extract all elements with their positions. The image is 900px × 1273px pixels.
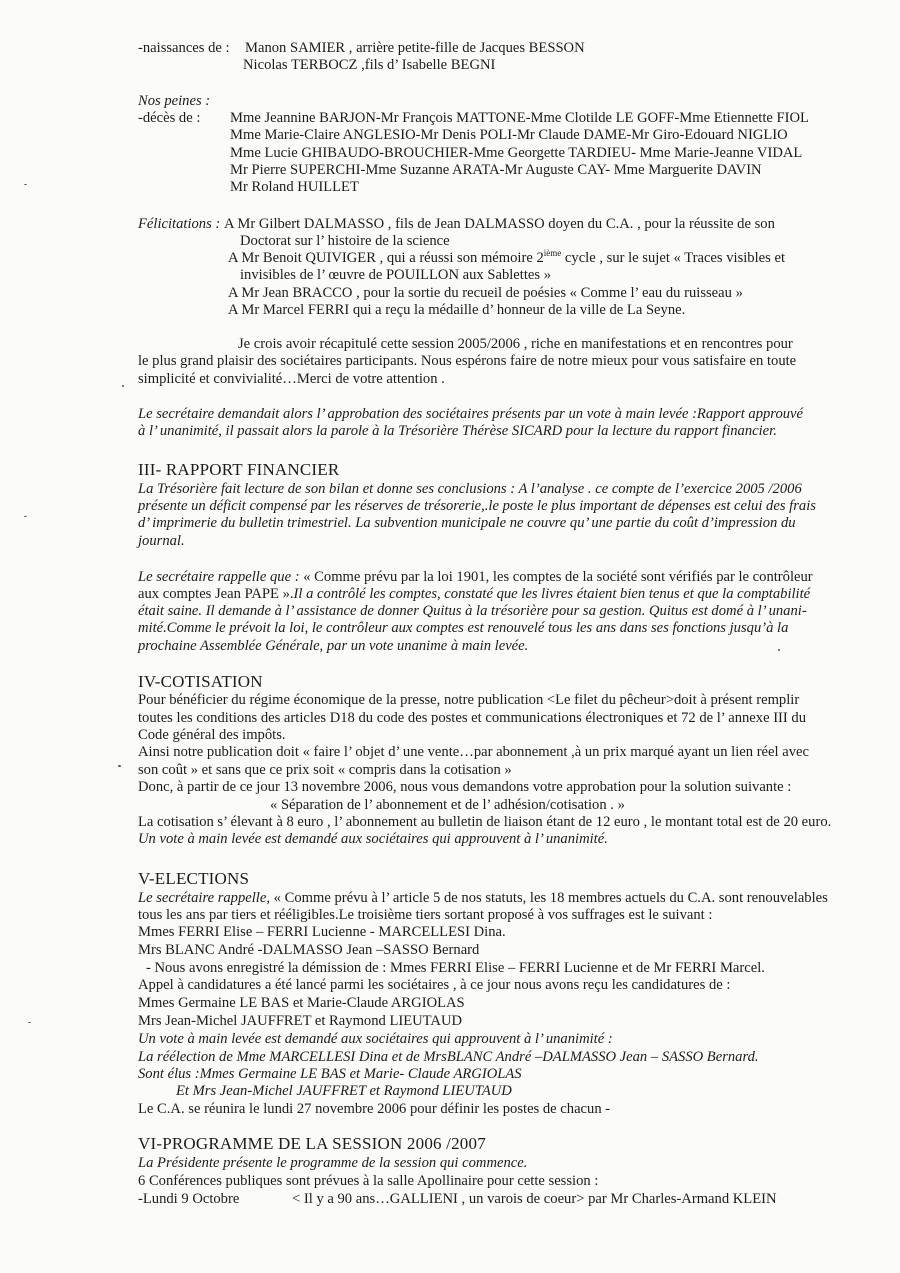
section-6-title: VI-PROGRAMME DE LA SESSION 2006 /2007 xyxy=(138,1134,486,1153)
scan-speck xyxy=(28,1022,31,1023)
section-5-line-5: - Nous avons enregistré la démission de : Mmes FERRI Elise – FERRI Lucienne et de Mr FERRI Marcel. xyxy=(146,960,765,976)
section-3-line-2: présente un déficit compensé par les réserves de trésorerie,.le poste le plus important de dépenses est celui des frais xyxy=(138,498,816,514)
section-3-p2-line-2 xyxy=(138,586,810,603)
section-6-line-1: 6 Conférences publiques sont prévues à la salle Apollinaire pour cette session : xyxy=(138,1173,599,1189)
felicitations-line-3a: A Mr Benoit QUIVIGER , qui a réussi son mémoire 2 xyxy=(228,250,544,266)
section-5-it-line-1: Un vote à main levée est demandé aux sociétaires qui approuvent à l’ unanimité : xyxy=(138,1031,613,1047)
section-3-title: III- RAPPORT FINANCIER xyxy=(138,460,340,479)
section-5-line-3: Mmes FERRI Elise – FERRI Lucienne - MARCELLESI Dina. xyxy=(138,924,506,940)
scan-speck xyxy=(122,385,124,387)
approbation-line-2: à l’ unanimité, il passait alors la parole à la Trésorière Thérèse SICARD pour la lecture du rapport financier. xyxy=(138,423,777,439)
naissances-label: -naissances de : xyxy=(138,40,230,56)
felicitations-label: Félicitations : xyxy=(138,216,221,232)
section-5-title: V-ELECTIONS xyxy=(138,869,250,888)
section-4-vote: Un vote à main levée est demandé aux sociétaires qui approuvent à l’ unanimité. xyxy=(138,831,608,847)
section-5-line-6: Appel à candidatures a été lancé parmi les sociétaires , à ce jour nous avons reçu les candidatures de : xyxy=(138,977,731,993)
felicitations-line-3b: cycle , sur le sujet « Traces visibles et xyxy=(561,250,785,266)
felicitations-line-4: invisibles de l’ œuvre de POUILLON aux Sablettes » xyxy=(240,267,552,283)
naissances-line-2: Nicolas TERBOCZ ,fils d’ Isabelle BEGNI xyxy=(243,57,496,73)
scan-speck xyxy=(778,649,780,651)
section-5-it-line-4: Et Mrs Jean-Michel JAUFFRET et Raymond LIEUTAUD xyxy=(176,1083,512,1099)
section-4-line-3: Code général des impôts. xyxy=(138,727,286,743)
section-6-intro: La Présidente présente le programme de la session qui commence. xyxy=(138,1155,528,1171)
section-3-p2-l1: « Comme prévu par la loi 1901, les comptes de la société sont vérifiés par le contrôleur xyxy=(299,569,813,585)
section-4-title: IV-COTISATION xyxy=(138,672,263,691)
section-3-line-1: La Trésorière fait lecture de son bilan et donne ses conclusions : A l’analyse . ce compte de l’exercice 2005 /2006 xyxy=(138,481,802,497)
recap-line-2: le plus grand plaisir des sociétaires participants. Nous espérons faire de notre mieux pour vous satisfaire en toute xyxy=(138,353,797,369)
deces-line-4: Mr Pierre SUPERCHI-Mme Suzanne ARATA-Mr Auguste CAY- Mme Marguerite DAVIN xyxy=(230,162,762,178)
section-3-p2-l2b: Il a contrôlé les comptes, constaté que les livres étaient bien tenus et que la comptabilité xyxy=(293,586,811,602)
section-3-p2-line-4: mité.Comme le prévoit la loi, le contrôleur aux comptes est renouvelé tous les ans dans ses fonctions jusqu’à la xyxy=(138,620,789,636)
section-4-line-8: La cotisation s’ élevant à 8 euro , l’ abonnement au bulletin de liaison étant de 12 euro , le montant total est de 20 euro. xyxy=(138,814,832,830)
section-6-talk: < Il y a 90 ans…GALLIENI , un varois de coeur> par Mr Charles-Armand KLEIN xyxy=(292,1191,777,1207)
section-4-line-2: toutes les conditions des articles D18 du code des postes et communications électroniques et 72 de l’ annexe III du xyxy=(138,710,807,726)
section-5-intro-it: Le secrétaire rappelle, xyxy=(138,890,270,906)
deces-line-1: Mme Jeannine BARJON-Mr François MATTONE-Mme Clotilde LE GOFF-Mme Etiennette FIOL xyxy=(230,110,809,126)
scan-speck xyxy=(24,516,27,517)
section-3-p2-l2a: aux comptes Jean PAPE ». xyxy=(138,586,294,602)
scan-speck xyxy=(24,184,27,185)
recap-line-3: simplicité et convivialité…Merci de votre attention . xyxy=(138,371,445,387)
section-5-it-line-3: Sont élus :Mmes Germaine LE BAS et Marie- Claude ARGIOLAS xyxy=(138,1066,522,1082)
approbation-line-1: Le secrétaire demandait alors l’ approbation des sociétaires présents par un vote à main levée :Rapport approuvé xyxy=(138,406,803,422)
section-3-p2-line-5: prochaine Assemblée Générale, par un vote unanime à main levée. xyxy=(138,638,529,654)
section-5-it-line-2: La réélection de Mme MARCELLESI Dina et de MrsBLANC André –DALMASSO Jean – SASSO Bernard. xyxy=(138,1049,759,1065)
section-6-date: -Lundi 9 Octobre xyxy=(138,1191,240,1207)
superscript-ieme: ième xyxy=(543,248,562,259)
section-5-intro: « Comme prévu à l’ article 5 de nos statuts, les 18 membres actuels du C.A. sont renouvelables xyxy=(270,890,828,906)
section-4-line-6: Donc, à partir de ce jour 13 novembre 2006, nous vous demandons votre approbation pour la solution suivante : xyxy=(138,779,792,795)
section-5-line-2: tous les ans par tiers et rééligibles.Le troisième tiers sortant proposé à vos suffrages est le suivant : xyxy=(138,907,713,923)
section-4-line-4: Ainsi notre publication doit « faire l’ objet d’ une vente…par abonnement ,à un prix marqué ayant un lien réel avec xyxy=(138,744,809,760)
scan-speck xyxy=(118,765,121,767)
deces-label: -décès de : xyxy=(138,110,201,126)
section-5-line-7: Mmes Germaine LE BAS et Marie-Claude ARGIOLAS xyxy=(138,995,465,1011)
peines-heading: Nos peines : xyxy=(138,93,211,109)
deces-line-2: Mme Marie-Claire ANGLESIO-Mr Denis POLI-Mr Claude DAME-Mr Giro-Edouard NIGLIO xyxy=(230,127,788,143)
section-3-line-3: d’ imprimerie du bulletin trimestriel. La subvention municipale ne couvre qu’ une partie du coût d’impression du xyxy=(138,515,796,531)
section-3-p2-intro: Le secrétaire rappelle que : xyxy=(138,569,300,585)
section-5-line-4: Mrs BLANC André -DALMASSO Jean –SASSO Bernard xyxy=(138,942,480,958)
section-5-line-8: Mrs Jean-Michel JAUFFRET et Raymond LIEUTAUD xyxy=(138,1013,463,1029)
felicitations-line-2: Doctorat sur l’ histoire de la science xyxy=(240,233,450,249)
section-5-line-1 xyxy=(138,890,828,907)
section-4-line-5: son coût » et sans que ce prix soit « compris dans la cotisation » xyxy=(138,762,512,778)
deces-line-5: Mr Roland HUILLET xyxy=(230,179,359,195)
section-4-line-7: « Séparation de l’ abonnement et de l’ adhésion/cotisation . » xyxy=(270,797,625,813)
naissances-line-1: Manon SAMIER , arrière petite-fille de Jacques BESSON xyxy=(245,40,585,56)
section-5-final: Le C.A. se réunira le lundi 27 novembre 2006 pour définir les postes de chacun - xyxy=(138,1101,611,1117)
section-3-p2-line-1 xyxy=(138,569,813,586)
felicitations-line-3 xyxy=(228,250,785,267)
section-4-line-1: Pour bénéficier du régime économique de la presse, notre publication <Le filet du pêcheur>doit à présent remplir xyxy=(138,692,800,708)
section-3-line-4: journal. xyxy=(138,533,185,549)
section-3-p2-line-3: était saine. Il demande à l’ assistance de donner Quitus à la trésorière pour sa gestion. Quitus est domé à l’ unani- xyxy=(138,603,807,619)
felicitations-line-6: A Mr Marcel FERRI qui a reçu la médaille d’ honneur de la ville de La Seyne. xyxy=(228,302,686,318)
felicitations-line-5: A Mr Jean BRACCO , pour la sortie du recueil de poésies « Comme l’ eau du ruisseau » xyxy=(228,285,743,301)
felicitations-line-1: A Mr Gilbert DALMASSO , fils de Jean DALMASSO doyen du C.A. , pour la réussite de son xyxy=(224,216,775,232)
recap-line-1: Je crois avoir récapitulé cette session 2005/2006 , riche en manifestations et en rencontres pour xyxy=(238,336,793,352)
deces-line-3: Mme Lucie GHIBAUDO-BROUCHIER-Mme Georgette TARDIEU- Mme Marie-Jeanne VIDAL xyxy=(230,145,803,161)
